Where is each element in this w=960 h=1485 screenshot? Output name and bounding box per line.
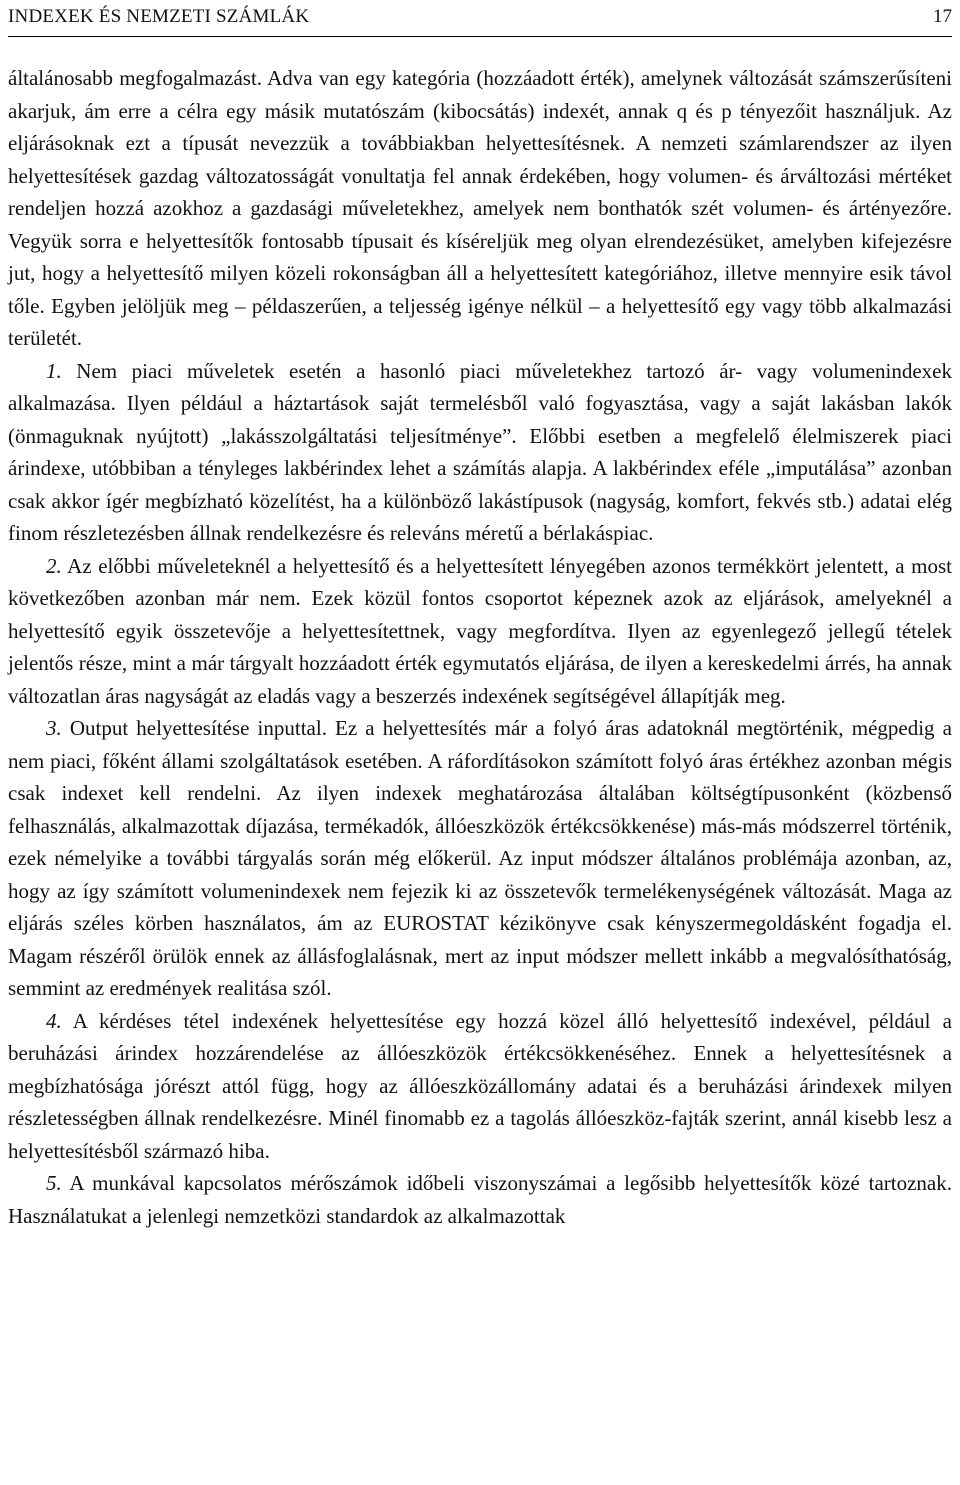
paragraph-item-1 (8, 355, 952, 550)
paragraph-text: A munkával kapcsolatos mérőszámok időbeli viszonyszámai a legősibb helyettesítők közé tartoznak. Használatukat a jelenlegi nemzetközi standardok az alkalmazottak (8, 1171, 952, 1228)
item-number: 5. (46, 1171, 62, 1195)
page-number: 17 (933, 6, 952, 27)
paragraph-item-3 (8, 712, 952, 1005)
body-text (8, 62, 952, 1232)
paragraph-text: Nem piaci műveletek esetén a hasonló piaci műveletekhez tartozó ár- vagy volumenindexek alkalmazása. Ilyen például a háztartások saját termelésből való fogyasztása, vagy a saját lakásban lakók (önmaguknak nyújtott) „lakásszolgáltatási teljesítménye”. Előbbi esetben a megfelelő élelmiszerek piaci árindexe, utóbbiban a tényleges lakbérindex lehet a számítás alapja. A lakbérindex eféle „imputálása” azonban csak akkor ígér megbízható közelítést, ha a különböző lakástípusok (nagyság, komfort, fekvés stb.) adatai elég finom részletezésben állnak rendelkezésre és releváns méretű a bérlakáspiac. (8, 358, 952, 545)
header-title: INDEXEK ÉS NEMZETI SZÁMLÁK (8, 6, 310, 27)
paragraph-item-5 (8, 1167, 952, 1232)
running-header (8, 2, 952, 37)
paragraph-text: Az előbbi műveleteknél a helyettesítő és a helyettesített lényegében azonos termékkört jelentett, a most következőben azonban már nem. Ezek közül fontos csoportot képeznek azok az eljárások, amelyeknél a helyettesítő egyik összetevője a helyettesítettnek, vagy megfordítva. Ilyen az egyenlegező jellegű tételek jelentős része, mint a már tárgyalt hozzáadott érték egymutatós eljárása, de ilyen a kereskedelmi árrés, ha annak változatlan áras nagyságát az eladás vagy a beszerzés indexének segítségével állapítják meg. (8, 553, 952, 708)
paragraph-text: A kérdéses tétel indexének helyettesítése egy hozzá közel álló helyettesítő indexével, például a beruházási árindex hozzárendelése az állóeszközök értékcsökkenéséhez. Ennek a helyettesítésnek a megbízhatósága jórészt attól függ, hogy az állóeszközállomány adatai és a beruházási árindexek milyen részletességben állnak rendelkezésre. Minél finomabb ez a tagolás állóeszköz-fajták szerint, annál kisebb lesz a helyettesítésből származó hiba. (8, 1008, 952, 1163)
item-number: 4. (46, 1008, 62, 1033)
item-number: 2. (46, 553, 62, 578)
paragraph-item-2 (8, 550, 952, 713)
paragraph-item-4 (8, 1005, 952, 1168)
paragraph-intro (8, 62, 952, 355)
item-number: 1. (46, 358, 62, 383)
paragraph-text: Output helyettesítése inputtal. Ez a helyettesítés már a folyó áras adatoknál megtörténik, mégpedig a nem piaci, főként állami szolgáltatások esetében. A ráfordításokon számított folyó áras értékhez azonban mégis csak indexet kell rendelni. Az ilyen indexek meghatározása általában költségtípusonként (közbenső felhasználás, alkalmazottak díjazása, termékadók, állóeszközök értékcsökkenése) más-más módszerrel történik, ezek némelyike a további tárgyalás során még előkerül. Az input módszer általános problémája azonban, az, hogy az így számított volumenindexek nem fejezik ki az összetevők termelékenységének változását. Maga az eljárás széles körben használatos, ám az EUROSTAT kézikönyve csak kényszermegoldásként fogadja el. Magam részéről örülök ennek az állásfoglalásnak, mert az input módszer mellett inkább a megvalósíthatóság, semmint az eredmények realitása szól. (8, 716, 952, 1000)
item-number: 3. (46, 716, 62, 740)
paragraph-text: általánosabb megfogalmazást. Adva van egy kategória (hozzáadott érték), amelynek változását számszerűsíteni akarjuk, ám erre a célra egy másik mutatószám (kibocsátás) indexét, annak q és p tényezőit használjuk. Az eljárásoknak ezt a típusát nevezzük a továbbiakban helyettesítésnek. A nemzeti számlarendszer az ilyen helyettesítések gazdag változatosságát vonultatja fel annak érdekében, hogy volumen- és árváltozási mértéket rendeljen hozzá azokhoz a gazdasági műveletekhez, amelyek nem bonthatók szét volumen- és ártényezőre. Vegyük sorra e helyettesítők fontosabb típusait és kíséreljük meg olyan elrendezésüket, amelyben kifejezésre jut, hogy a helyettesítő milyen közeli rokonságban áll a helyettesített kategóriához, illetve mennyire esik távol tőle. Egyben jelöljük meg – példaszerűen, a teljesség igénye nélkül – a helyettesítő egy vagy több alkalmazási területét. (8, 66, 952, 350)
